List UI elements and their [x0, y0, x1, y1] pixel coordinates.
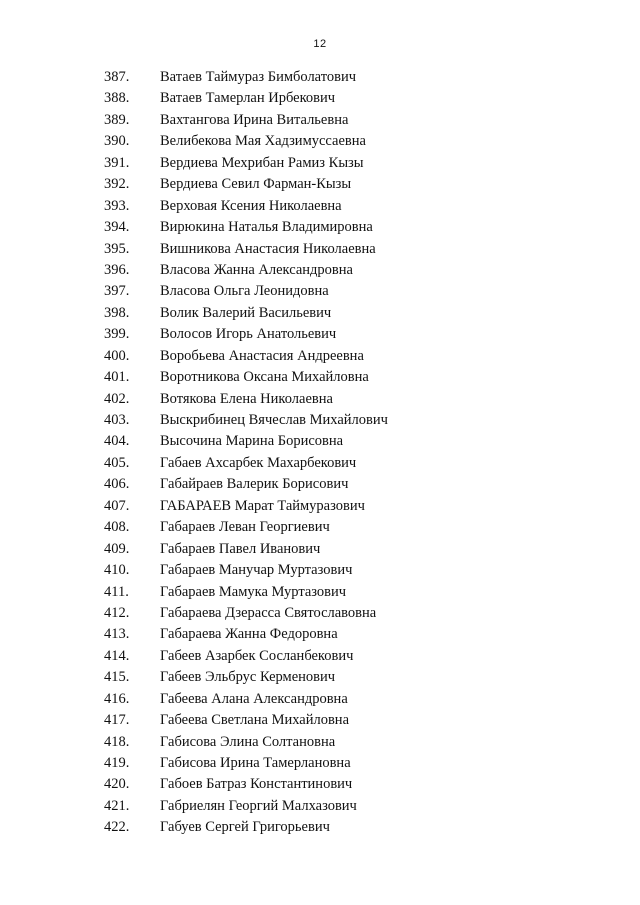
- list-item: [0, 453, 640, 474]
- name-list: [0, 67, 640, 839]
- entry-number: 409.: [104, 540, 130, 557]
- list-item: [0, 624, 640, 645]
- entry-name: Габайраев Валерик Борисович: [160, 476, 349, 493]
- list-item: [0, 474, 640, 495]
- entry-number: 400.: [104, 347, 130, 364]
- entry-name: Верховая Ксения Николаевна: [160, 197, 342, 214]
- list-item: [0, 389, 640, 410]
- list-item: [0, 196, 640, 217]
- entry-name: Вердиева Севил Фарман-Кызы: [160, 176, 352, 193]
- entry-name: Габараев Павел Иванович: [160, 540, 321, 557]
- entry-number: 402.: [104, 390, 130, 407]
- entry-name: Вахтангова Ирина Витальевна: [160, 111, 349, 128]
- entry-number: 396.: [104, 261, 130, 278]
- entry-number: 419.: [104, 755, 130, 771]
- entry-name: Габараев Мамука Муртазович: [160, 583, 347, 600]
- entry-number: 421.: [104, 797, 130, 814]
- entry-name: Габараев Манучар Муртазович: [160, 562, 353, 579]
- list-item: [0, 153, 640, 174]
- page-number: 12: [313, 38, 327, 50]
- entry-name: Воротникова Оксана Михайловна: [160, 369, 369, 386]
- entry-name: Воробьева Анастасия Андреевна: [160, 347, 364, 364]
- entry-number: 394.: [104, 219, 130, 236]
- list-item: [0, 582, 640, 603]
- entry-number: 405.: [104, 454, 130, 471]
- entry-name: Ватаев Тамерлан Ирбекович: [160, 90, 336, 107]
- entry-number: 403.: [104, 412, 130, 428]
- entry-name: Вердиева Мехрибан Рамиз Кызы: [160, 154, 364, 171]
- list-item: [0, 689, 640, 710]
- list-item: [0, 88, 640, 109]
- list-item: [0, 410, 640, 431]
- entry-name: Власова Жанна Александровна: [160, 261, 353, 278]
- entry-number: 395.: [104, 240, 130, 257]
- entry-name: Габеева Светлана Михайловна: [160, 712, 350, 729]
- list-item: [0, 217, 640, 238]
- entry-name: Габаев Ахсарбек Махарбекович: [160, 454, 357, 471]
- entry-number: 397.: [104, 283, 130, 300]
- entry-number: 412.: [104, 604, 130, 621]
- list-item: [0, 732, 640, 753]
- list-item: [0, 110, 640, 131]
- entry-number: 420.: [104, 776, 130, 793]
- entry-number: 406.: [104, 476, 130, 493]
- entry-number: 410.: [104, 562, 130, 579]
- list-item: [0, 646, 640, 667]
- entry-name: Габеев Азарбек Сосланбекович: [160, 647, 354, 664]
- list-item: [0, 517, 640, 538]
- entry-number: 391.: [104, 154, 130, 171]
- entry-name: Габуев Сергей Григорьевич: [160, 819, 330, 836]
- list-item: [0, 281, 640, 302]
- list-item: [0, 174, 640, 195]
- entry-name: Габараева Жанна Федоровна: [160, 626, 338, 643]
- list-item: [0, 817, 640, 838]
- entry-number: 414.: [104, 647, 130, 664]
- entry-number: 407.: [104, 497, 130, 514]
- list-item: [0, 431, 640, 452]
- entry-number: 390.: [104, 133, 130, 150]
- entry-name: Габеев Эльбрус Керменович: [160, 669, 336, 686]
- list-item: [0, 539, 640, 560]
- list-item: [0, 496, 640, 517]
- list-item: [0, 774, 640, 795]
- entry-name: Вирюкина Наталья Владимировна: [160, 219, 373, 236]
- entry-number: 422.: [104, 819, 130, 836]
- entry-number: 416.: [104, 690, 130, 707]
- entry-number: 415.: [104, 669, 130, 686]
- entry-name: ГАБАРАЕВ Марат Таймуразович: [160, 497, 365, 514]
- entry-name: Вишникова Анастасия Николаевна: [160, 240, 376, 257]
- list-item: [0, 753, 640, 774]
- list-item: [0, 303, 640, 324]
- entry-name: Волик Валерий Васильевич: [160, 304, 332, 321]
- list-item: [0, 67, 640, 88]
- list-item: [0, 346, 640, 367]
- list-item: [0, 260, 640, 281]
- entry-name: Высочина Марина Борисовна: [160, 433, 344, 450]
- entry-number: 411.: [104, 583, 129, 600]
- entry-number: 392.: [104, 176, 130, 193]
- entry-number: 418.: [104, 733, 130, 750]
- entry-number: 417.: [104, 712, 130, 729]
- list-item: [0, 131, 640, 152]
- list-item: [0, 324, 640, 345]
- entry-name: Велибекова Мая Хадзимуссаевна: [160, 133, 366, 150]
- entry-name: Габисова Ирина Тамерлановна: [160, 755, 351, 771]
- entry-number: 387.: [104, 69, 130, 85]
- entry-number: 388.: [104, 90, 130, 107]
- entry-number: 393.: [104, 197, 130, 214]
- list-item: [0, 560, 640, 581]
- entry-name: Габараев Леван Георгиевич: [160, 519, 330, 536]
- list-item: [0, 710, 640, 731]
- list-item: [0, 367, 640, 388]
- entry-name: Волосов Игорь Анатольевич: [160, 326, 337, 343]
- entry-name: Габоев Батраз Константинович: [160, 776, 353, 793]
- entry-name: Габараева Дзерасса Святославовна: [160, 604, 377, 621]
- entry-number: 413.: [104, 626, 130, 643]
- entry-name: Габриелян Георгий Малхазович: [160, 797, 357, 814]
- entry-number: 399.: [104, 326, 130, 343]
- list-item: [0, 603, 640, 624]
- entry-number: 401.: [104, 369, 130, 386]
- entry-name: Выскрибинец Вячеслав Михайлович: [160, 412, 388, 428]
- entry-number: 389.: [104, 111, 130, 128]
- entry-name: Габеева Алана Александровна: [160, 690, 348, 707]
- entry-number: 408.: [104, 519, 130, 536]
- entry-name: Габисова Элина Солтановна: [160, 733, 336, 750]
- entry-number: 398.: [104, 304, 130, 321]
- list-item: [0, 667, 640, 688]
- entry-name: Вотякова Елена Николаевна: [160, 390, 333, 407]
- entry-name: Ватаев Таймураз Бимболатович: [160, 69, 357, 85]
- entry-name: Власова Ольга Леонидовна: [160, 283, 329, 300]
- list-item: [0, 796, 640, 817]
- entry-number: 404.: [104, 433, 130, 450]
- list-item: [0, 239, 640, 260]
